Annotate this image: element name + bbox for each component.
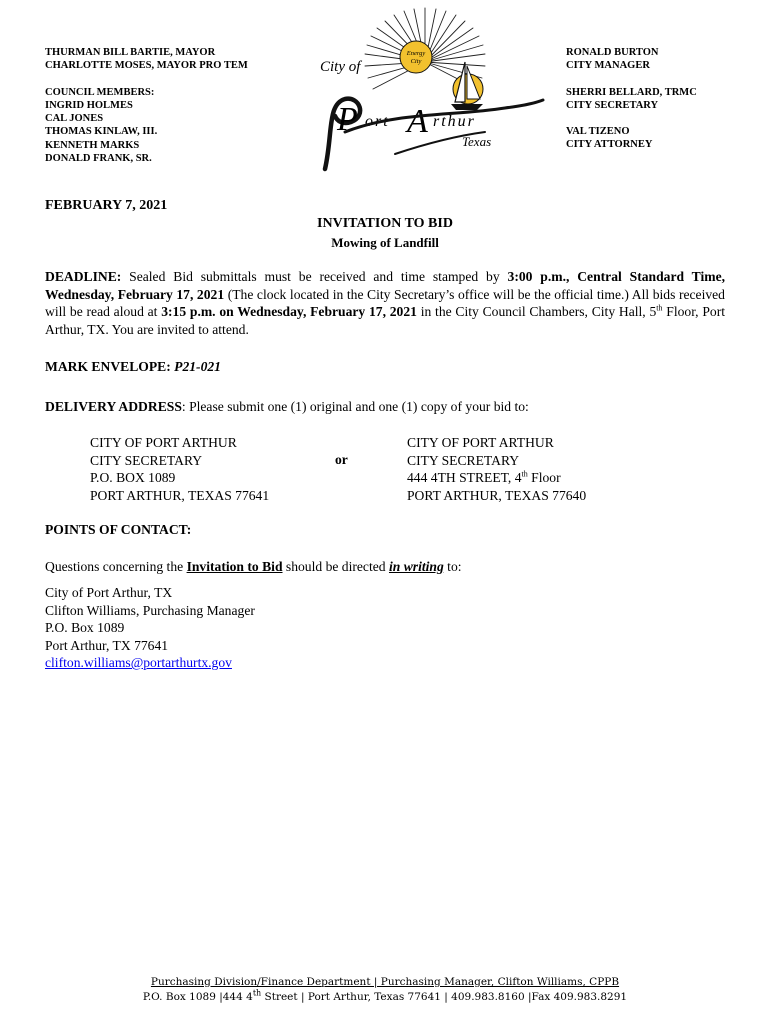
logo-ort: ort (365, 113, 390, 130)
address-line: CITY OF PORT ARTHUR (90, 435, 237, 450)
deadline-text: Sealed Bid submittals must be received and time stamped by (121, 269, 508, 284)
council-heading: COUNCIL MEMBERS: (45, 86, 155, 98)
energy-city-badge (400, 41, 432, 73)
address-line: PORT ARTHUR, TEXAS 77640 (407, 487, 587, 503)
contact-line: City of Port Arthur, TX (45, 585, 173, 600)
contact-line: P.O. Box 1089 (45, 620, 125, 635)
deadline-text: Floor, Port Arthur, TX. You are invited to attend. (45, 304, 726, 337)
council-member: DONALD FRANK, SR. (45, 153, 152, 165)
address-part: 444 4TH STREET, 4 (407, 470, 522, 485)
city-manager-title: CITY MANAGER (566, 60, 650, 72)
in-writing-emphasis: in writing (388, 559, 444, 574)
bid-number: P21-021 (174, 359, 221, 374)
letterhead-right (566, 46, 697, 152)
street-address (407, 434, 586, 504)
address-line: CITY SECRETARY (407, 452, 520, 468)
footer-department: Purchasing Division/Finance Department | Purchasing Manager, Clifton Williams, CPPB (150, 976, 620, 988)
contact-line: Clifton Williams, Purchasing Manager (45, 602, 255, 618)
address-line (407, 469, 586, 487)
mark-envelope-label: MARK ENVELOPE: (45, 359, 171, 374)
ordinal-suffix: th (252, 988, 262, 998)
address-line: CITY SECRETARY (90, 452, 203, 468)
or-separator: or (335, 452, 348, 467)
deadline-text: (The clock located in the City Secretary’s office will be the official time.) All bids received will be read aloud at (45, 286, 725, 319)
council-member: THOMAS KINLAW, III. (45, 126, 158, 138)
contact-line: Port Arthur, TX 77641 (45, 637, 169, 653)
address-line: PORT ARTHUR, TEXAS 77641 (90, 487, 270, 503)
address-part: Floor (527, 470, 561, 485)
delivery-address (45, 398, 725, 416)
footer-part: Street | Port Arthur, Texas 77641 | 409.983.8160 |Fax 409.983.8291 (261, 991, 628, 1003)
questions-line (45, 559, 462, 575)
points-of-contact-heading: POINTS OF CONTACT: (45, 522, 192, 537)
contact-block (45, 584, 255, 672)
city-logo (305, 4, 555, 196)
council-member: INGRID HOLMES (45, 99, 133, 111)
badge-line-2: City (410, 58, 422, 65)
logo-letter-p: P (337, 101, 358, 138)
logo-city-of: City of (320, 59, 361, 75)
mailing-address (90, 434, 269, 504)
questions-text: should be directed (282, 559, 389, 574)
document-subtitle: Mowing of Landfill (331, 235, 439, 250)
deadline-time: 3:00 p.m., Central Standard Time, Wednesday, February 17, 2021 (45, 269, 725, 302)
address-line: CITY OF PORT ARTHUR (407, 435, 554, 450)
logo-texas: Texas (462, 134, 492, 149)
questions-text: to: (443, 559, 462, 574)
letterhead-left (45, 46, 248, 165)
city-secretary-title: CITY SECRETARY (566, 99, 659, 111)
city-attorney-name: VAL TIZENO (566, 126, 630, 138)
ordinal-suffix: th (521, 469, 528, 479)
questions-text: Questions concerning the (45, 559, 187, 574)
badge-line-1: Energy (406, 50, 426, 57)
deadline-paragraph (45, 268, 725, 338)
council-member: CAL JONES (45, 113, 104, 125)
ordinal-suffix: th (656, 303, 663, 313)
footer-part: P.O. Box 1089 |444 4 (142, 991, 253, 1003)
deadline-text: in the City Council Chambers, City Hall, 5 (416, 304, 657, 319)
invitation-to-bid-emphasis: Invitation to Bid (186, 559, 283, 574)
deadline-label: DEADLINE: (45, 269, 122, 284)
letter-date: FEBRUARY 7, 2021 (45, 198, 168, 213)
hull-icon (451, 104, 483, 110)
mark-envelope (45, 358, 725, 376)
bid-opening-time: 3:15 p.m. on Wednesday, February 17, 2021 (161, 304, 417, 319)
contact-email-link[interactable]: clifton.williams@portarthurtx.gov (45, 655, 232, 670)
document-title: INVITATION TO BID (317, 216, 453, 231)
footer-address (0, 988, 770, 1003)
council-member: KENNETH MARKS (45, 139, 140, 151)
delivery-text: : Please submit one (1) original and one (1) copy of your bid to: (181, 399, 529, 414)
mayor-pro-tem-name: CHARLOTTE MOSES, MAYOR PRO TEM (45, 60, 248, 72)
mayor-name: THURMAN BILL BARTIE, MAYOR (45, 47, 216, 58)
delivery-label: DELIVERY ADDRESS (45, 399, 182, 414)
city-secretary-name: SHERRI BELLARD, TRMC (566, 86, 697, 98)
logo-letter-a: A (407, 103, 428, 140)
city-attorney-title: CITY ATTORNEY (566, 139, 653, 151)
address-line: P.O. BOX 1089 (90, 470, 176, 485)
logo-rthur: rthur (433, 113, 476, 130)
city-manager-name: RONALD BURTON (566, 47, 659, 58)
